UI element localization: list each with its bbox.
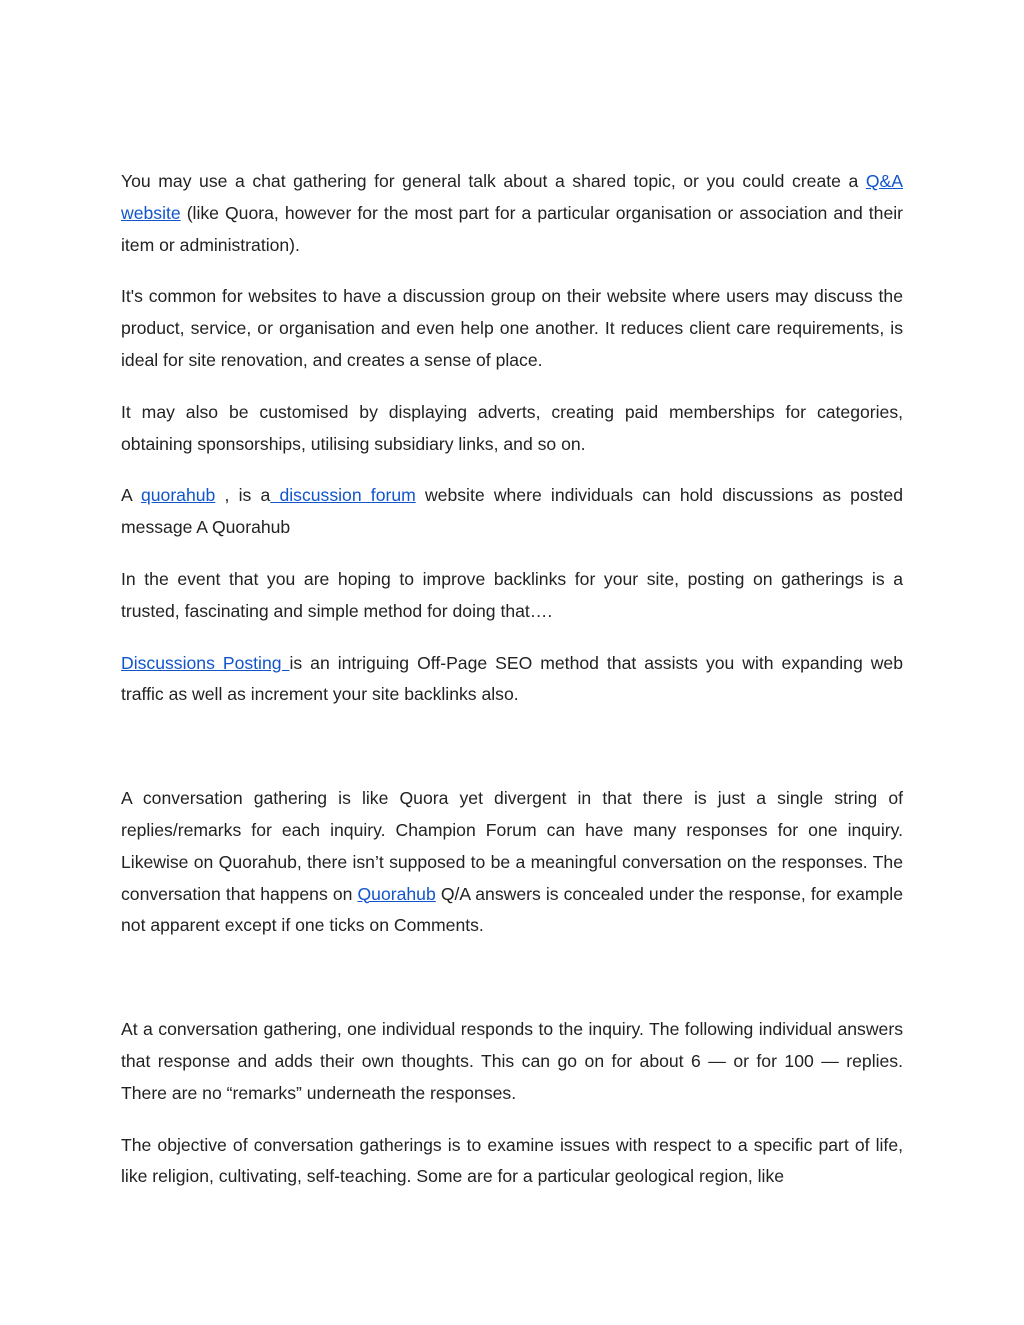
text-span: It may also be customised by displaying adverts, creating paid memberships for categories, obtaining sponsorships, utilising subsidiary links, and so on. xyxy=(121,401,903,454)
text-span: is an intriguing Off-Page SEO method that assists you with expanding web traffic as well as increment your site backlinks also. xyxy=(121,652,903,705)
text-span: (like Quora, however for the most part for a particular organisation or association and their item or administration). xyxy=(121,202,903,255)
paragraph-7 xyxy=(121,783,903,942)
text-span: You may use a chat gathering for general talk about a shared topic, or you could create a xyxy=(121,171,866,191)
discussion-forum-link[interactable]: discussion forum xyxy=(270,485,416,506)
paragraph-8 xyxy=(121,1014,903,1109)
text-span: website where individuals can hold discussions as posted message A Quorahub xyxy=(121,485,903,538)
document-body xyxy=(121,166,903,1213)
text-span: It's common for websites to have a discussion group on their website where users may discuss the product, service, or organisation and even help one another. It reduces client care requirements, is ideal for site renovation, and creates a sense of place. xyxy=(121,286,903,370)
text-span: Q/A answers is concealed under the response, for example not apparent except if one ticks on Comments. xyxy=(121,883,903,936)
text-span: A xyxy=(121,485,141,506)
paragraph-1 xyxy=(121,166,903,261)
paragraph-9 xyxy=(121,1130,903,1194)
quorahub-link-2[interactable]: Quorahub xyxy=(357,883,436,904)
paragraph-4 xyxy=(121,480,903,544)
text-span: At a conversation gathering, one individual responds to the inquiry. The following individual answers that response and adds their own thoughts. This can go on for about 6 — or for 100 — replies. There are no “remarks” underneath the responses. xyxy=(121,1019,903,1103)
blank-line xyxy=(121,731,903,783)
paragraph-3 xyxy=(121,397,903,461)
paragraph-5 xyxy=(121,564,903,628)
discussions-posting-link[interactable]: Discussions Posting xyxy=(121,652,290,673)
text-span: , is a xyxy=(215,485,271,506)
text-span: The objective of conversation gatherings is to examine issues with respect to a specific part of life, like religion, cultivating, self-teaching. Some are for a particular geological region, like xyxy=(121,1134,903,1187)
paragraph-2 xyxy=(121,281,903,376)
quorahub-link[interactable]: quorahub xyxy=(140,485,216,506)
text-span: A conversation gathering is like Quora yet divergent in that there is just a single string of replies/remarks for each inquiry. Champion Forum can have many responses for one inquiry. Likewise on Quorahub, there isn’t supposed to be a meaningful conversation on the responses. The conversation that happens on xyxy=(121,788,903,904)
paragraph-6 xyxy=(121,648,903,712)
text-span: In the event that you are hoping to improve backlinks for your site, posting on gatherings is a trusted, fascinating and simple method for doing that…. xyxy=(121,568,903,621)
qa-website-link[interactable]: Q&A website xyxy=(121,171,903,223)
blank-line xyxy=(121,962,903,1014)
